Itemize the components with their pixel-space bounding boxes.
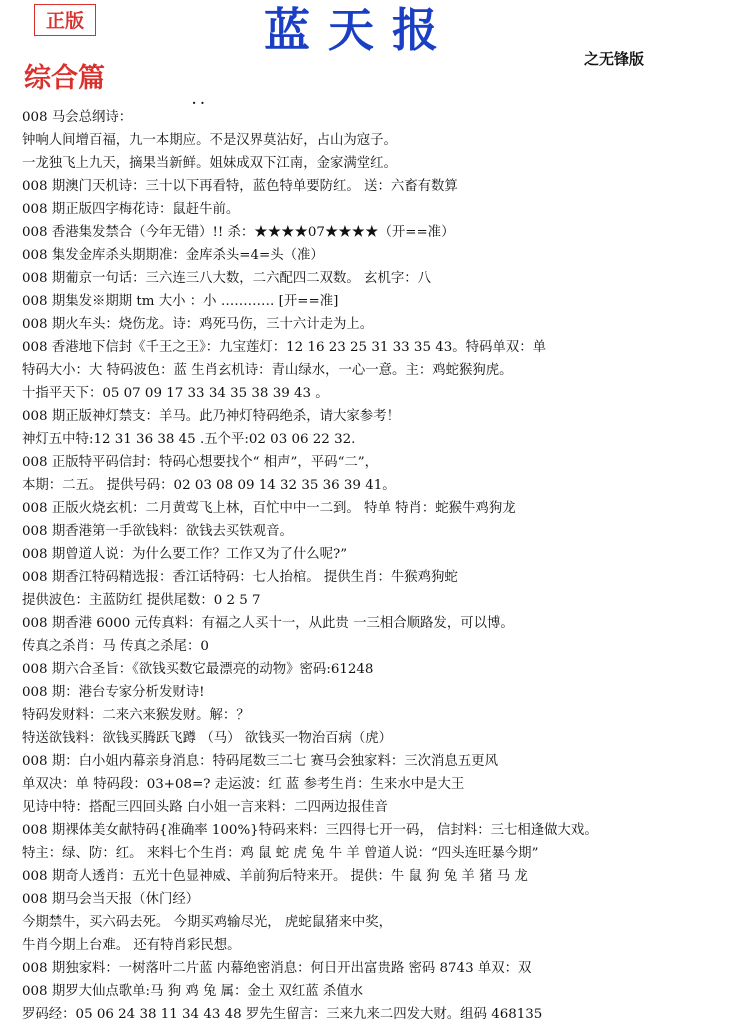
text-line: 牛肖今期上台难。 还有特肖彩民想。 [22,938,241,953]
text-line: 十指平天下：05 07 09 17 33 34 35 38 39 43 。 [22,386,329,401]
edition-label: 之无锋版 [584,50,645,68]
text-line: 008 期：港台专家分析发财诗! [22,685,205,700]
text-line: 008 期葡京一句话：三六连三八大数，二六配四二双数。 玄机字：八 [22,271,432,286]
text-line: 008 期正版四字梅花诗：鼠赶牛前。 [22,202,240,217]
text-line: 008 期马会当天报（休门经） [22,892,200,907]
text-line: 008 期：白小姐内幕亲身消息：特码尾数三二七 赛马会独家料：三次消息五更风 [22,754,498,769]
text-line: 008 期正版神灯禁支：羊马。此乃神灯特码绝杀，请大家参考！ [22,409,400,424]
text-line: 提供波色：主蓝防红 提供尾数：0 2 5 7 [22,593,261,608]
text-line: 特码大小：大 特码波色：蓝 生肖玄机诗：青山绿水，一心一意。主：鸡蛇猴狗虎。 [22,363,513,378]
text-line: 特送欲钱料：欲钱买腾跃飞蹲 （马） 欲钱买一物治百病（虎） [22,731,393,746]
text-line: 008 期香江特码精选报：香江话特码：七人抬棺。 提供生肖：牛猴鸡狗蛇 [22,570,458,585]
text-line: 008 期曾道人说：为什么要工作？工作又为了什么呢?” [22,547,348,562]
text-line: 008 期香港 6000 元传真料：有福之人买十一，从此贵 一三相合顺路发，可以博。 [22,616,514,631]
text-line: 008 期裸体美女献特码{准确率 100%}特码来料：三四得七开一码， 信封料：三七相逢做大戏。 [22,823,598,838]
text-line: 008 期六合圣旨：《欲钱买数它最漂亮的动物》密码:61248 [22,662,374,677]
text-line: 008 集发金库杀头期期准：金库杀头=4=头（准） [22,248,324,263]
text-line: 008 期集发※期期 tm 大小 ：小 ………… [开==准] [22,294,339,309]
text-line: 今期禁牛，买六码去死。 今期买鸡输尽光， 虎蛇鼠猪来中奖， [22,915,393,930]
text-line: 008 香港地下信封《千王之王》：九宝莲灯：12 16 23 25 31 33 35 43。特码单双：单 [22,340,546,355]
text-line: 008 马会总纲诗： [22,110,133,125]
text-line: 罗码经：05 06 24 38 11 34 43 48 罗先生留言：三来九来二四发大财。组码 468135 [22,1007,543,1022]
text-line: 神灯五中特:12 31 36 38 45 .五个平:02 03 06 22 32. [22,432,356,447]
section-title: 综合篇 [24,63,105,94]
text-line: 传真之杀肖：马 传真之杀尾：0 [22,639,209,654]
text-line: 008 正版特平码信封：特码心想要找个“ 相声”，平码“二”， [22,455,379,470]
text-line: 008 期罗大仙点歌单:马 狗 鸡 兔 属：金土 双红蓝 杀值水 [22,984,364,999]
text-line: 单双决：单 特码段：03+08=? 走运波：红 蓝 参考生肖：生来水中是大王 [22,777,465,792]
text-line: 008 期奇人透肖：五光十色显神威、羊前狗后特来开。 提供：牛 鼠 狗 兔 羊 猪 马 龙 [22,869,528,884]
newspaper-masthead: 蓝天报 [264,3,456,57]
text-line: 008 期香港第一手欲钱料：欲钱去买铁观音。 [22,524,293,539]
text-line: 一龙独飞上九天，摘果当新鲜。姐妹成双下江南，金家满堂红。 [22,156,397,171]
text-line: 008 香港集发禁合（今年无错）!! 杀：★★★★07★★★★（开==准） [22,225,455,240]
text-line: 008 期独家料：一树落叶二片蓝 内幕绝密消息：何日开出富贵路 密码 8743 单双：双 [22,961,532,976]
text-line: 008 期澳门天机诗：三十以下再看特，蓝色特单要防红。 送：六畜有数算 [22,179,458,194]
text-line: 特码发财料：二来六来猴发财。解：？ [22,708,250,723]
text-line: 见诗中特：搭配三四回头路 白小姐一言来料：二四两边报佳音 [22,800,388,815]
decorative-dots: · · [192,96,205,110]
text-line: 008 正版火烧玄机：二月黄莺飞上林，百忙中中一二到。 特单 特肖：蛇猴牛鸡狗龙 [22,501,516,516]
text-line: 特主：绿、防：红。 来料七个生肖：鸡 鼠 蛇 虎 兔 牛 羊 曾道人说：“四头连旺暴今期” [22,846,539,861]
authentic-badge: 正版 [34,4,96,36]
text-line: 本期：二五。 提供号码：02 03 08 09 14 32 35 36 39 41。 [22,478,396,493]
text-line: 钟响人间增百福，九一本期应。不是汉界莫沾好，占山为寇子。 [22,133,397,148]
article-body [22,106,750,1026]
text-line: 008 期火车头：烧伤龙。诗：鸡死马伤，三十六计走为上。 [22,317,374,332]
